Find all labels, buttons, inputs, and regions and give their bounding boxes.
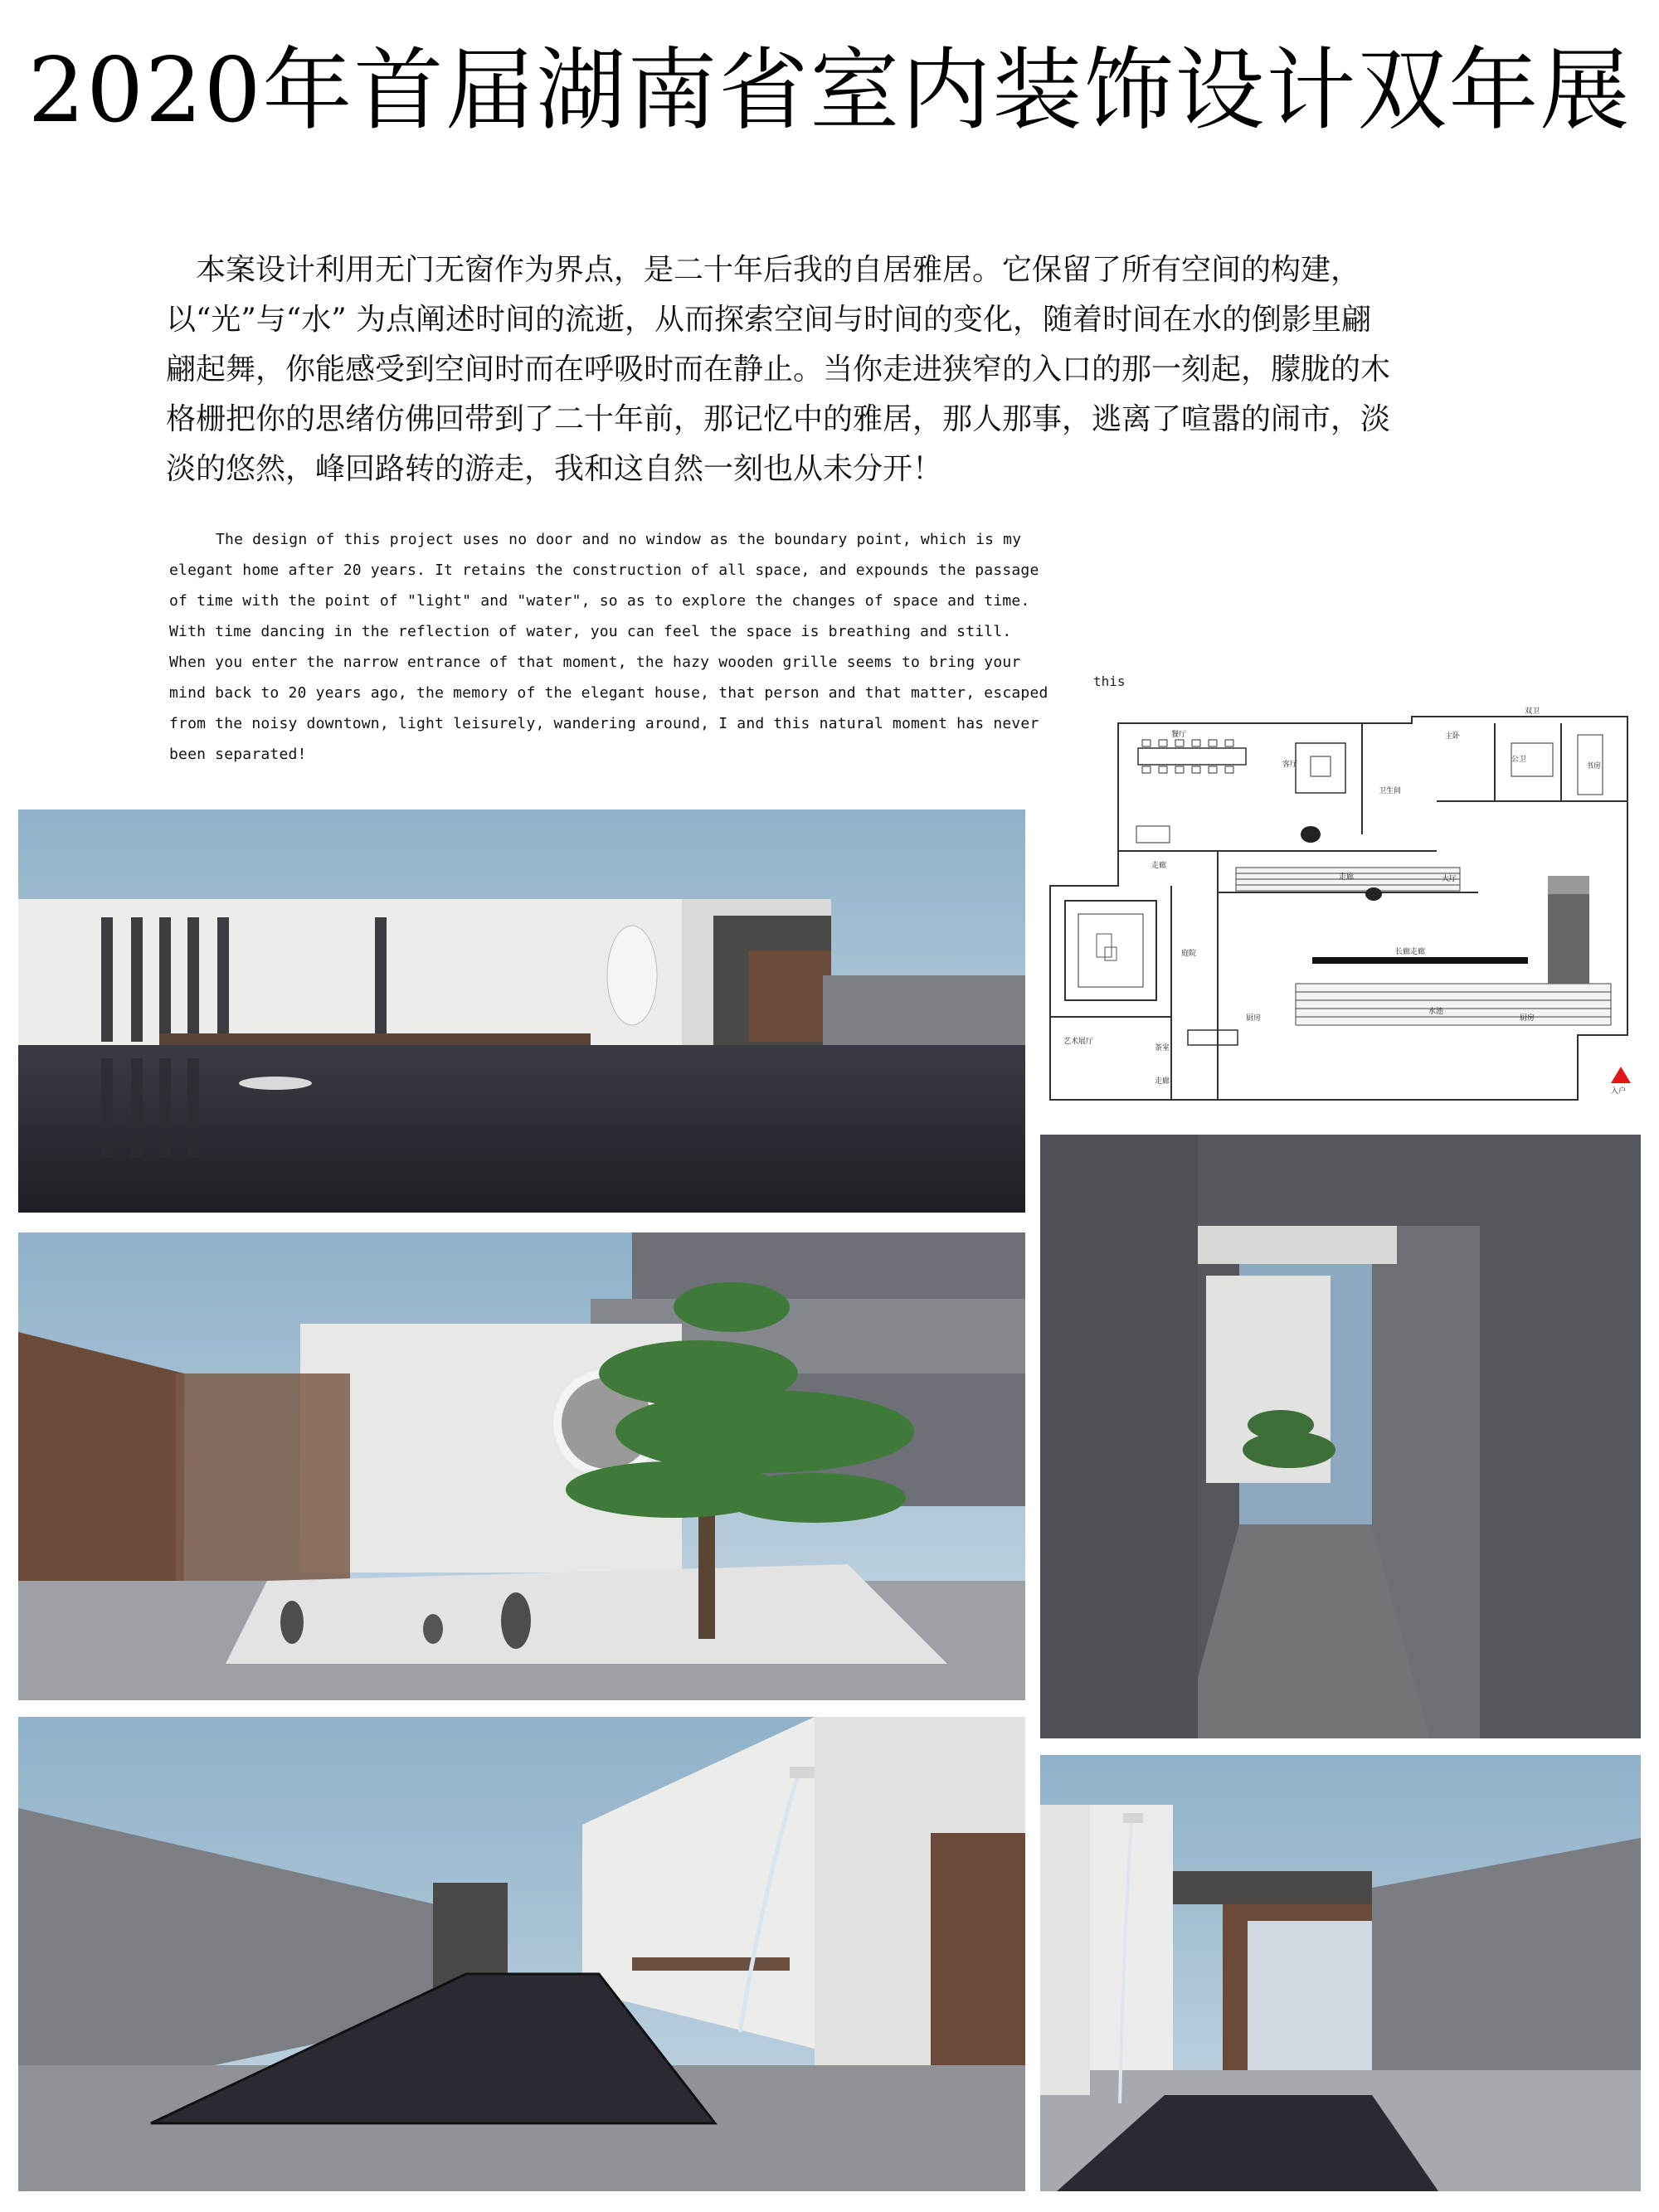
room-label: 入户: [1611, 1087, 1627, 1096]
room-label: 庭院: [1181, 950, 1197, 958]
room-label: 茶室: [1155, 1044, 1170, 1053]
render-entrance-gate: [1040, 1755, 1641, 2191]
room-label: 艺术展厅: [1063, 1038, 1094, 1046]
room-label: 长廊走廊: [1395, 948, 1426, 956]
room-label: 走廊: [1155, 1077, 1170, 1086]
page-title: 2020年首届湖南省室内装饰设计双年展: [27, 39, 1632, 143]
floor-plan: [1047, 702, 1631, 1103]
room-label: 走廊: [1339, 873, 1355, 882]
render-reflecting-pool: [18, 1717, 1025, 2191]
room-label: 餐厅: [1171, 731, 1187, 739]
room-label: 公卫: [1511, 756, 1527, 764]
plan-label: this: [1093, 673, 1126, 689]
room-label: 水池: [1428, 1008, 1444, 1016]
room-label: 卫生间: [1379, 787, 1402, 795]
room-label: 客厅: [1282, 761, 1298, 769]
red-triangle-entry-marker: [1611, 1067, 1631, 1083]
room-label: 厨房: [1246, 1014, 1262, 1023]
room-label: 主卧: [1445, 732, 1461, 741]
render-concrete-corridor: [1040, 1135, 1641, 1738]
intro-chinese: 本案设计利用无门无窗作为界点，是二十年后我的自居雅居。它保留了所有空间的构建，以“光”与“水” 为点阐述时间的流逝，从而探索空间与时间的变化，随着时间在水的倒影里翩翩起舞，你能感受到空间时而在呼吸时而在静止。当你走进狭窄的入口的那一刻起，朦胧的木格栅把你的思绪仿佛回带到了二十年前，那记忆中的雅居，那人那事，逃离了喧嚣的闹市，淡淡的悠然，峰回路转的游走，我和这自然一刻也从未分开！: [166, 253, 1391, 486]
floor-plan-drawing: [1047, 702, 1631, 1103]
intro-english: The design of this project uses no door and no window as the boundary point, which is my elegant home after 20 years. It retains the construction of all space, and expounds the passage of time with the point of "light" and "water", so as to explore the changes of space and time. With time dancing in the reflection of water, you can feel the space is breathing and still. When you enter the narrow entrance of that moment, the hazy wooden grille seems to bring your mind back to 20 years ago, the memory of the elegant house, that person and that matter, escaped from the noisy downtown, light leisurely, wandering around, I and this natural moment has never been separated!: [169, 531, 1048, 763]
room-label: 双卫: [1525, 707, 1540, 716]
room-label: 厨房: [1520, 1014, 1535, 1023]
room-label: 走廊: [1151, 862, 1167, 870]
render-courtyard-pine: [18, 1232, 1025, 1700]
render-pool-elevation: [18, 809, 1025, 1213]
room-label: 书房: [1586, 762, 1602, 771]
room-label: 大厅: [1442, 875, 1457, 883]
